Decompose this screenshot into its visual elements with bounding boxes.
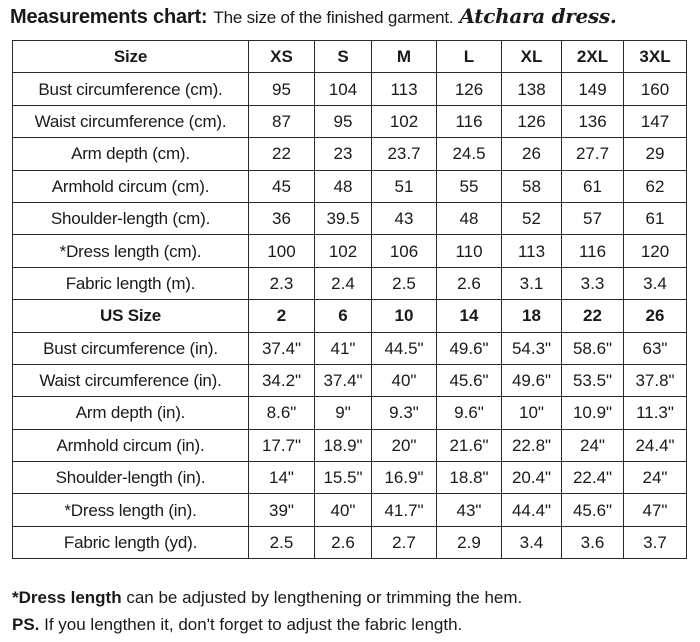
value-cell: 160 [624,73,687,105]
size-header-cell: 2 [249,300,315,332]
value-cell: 43" [437,494,502,526]
value-cell: 136 [562,105,624,137]
value-cell: 36 [249,202,315,234]
size-header-cell: 14 [437,300,502,332]
value-cell: 3.3 [562,267,624,299]
note-dress-length: *Dress length can be adjusted by lengthening or trimming the hem. [12,588,523,607]
value-cell: 39" [249,494,315,526]
size-header-cell: S [315,41,372,73]
value-cell: 48 [315,170,372,202]
value-cell: 61 [562,170,624,202]
row-label: *Dress length (cm). [13,235,249,267]
value-cell: 116 [562,235,624,267]
size-header-cell: L [437,41,502,73]
value-cell: 113 [502,235,562,267]
note-ps: PS. If you lengthen it, don't forget to adjust the fabric length. [12,615,463,634]
value-cell: 147 [624,105,687,137]
value-cell: 3.6 [562,526,624,558]
value-cell: 126 [437,73,502,105]
column-header-label: Size [13,41,249,73]
value-cell: 54.3" [502,332,562,364]
value-cell: 24" [624,462,687,494]
value-cell: 44.5" [372,332,437,364]
value-cell: 40" [372,364,437,396]
value-cell: 22 [249,138,315,170]
value-cell: 37.8" [624,364,687,396]
measurements-table [12,40,687,559]
value-cell: 14" [249,462,315,494]
size-header-cell: 10 [372,300,437,332]
table-row [13,397,687,429]
value-cell: 37.4" [249,332,315,364]
value-cell: 3.4 [624,267,687,299]
chart-title: Measurements chart: [10,6,208,28]
value-cell: 58 [502,170,562,202]
row-label: *Dress length (in). [13,494,249,526]
value-cell: 95 [249,73,315,105]
value-cell: 49.6" [502,364,562,396]
value-cell: 23 [315,138,372,170]
value-cell: 24" [562,429,624,461]
value-cell: 44.4" [502,494,562,526]
value-cell: 149 [562,73,624,105]
value-cell: 51 [372,170,437,202]
row-label: Waist circumference (in). [13,364,249,396]
value-cell: 62 [624,170,687,202]
value-cell: 18.9" [315,429,372,461]
row-label: Fabric length (m). [13,267,249,299]
value-cell: 48 [437,202,502,234]
table-row [13,429,687,461]
value-cell: 22.4" [562,462,624,494]
value-cell: 102 [372,105,437,137]
value-cell: 34.2" [249,364,315,396]
size-header-cell: XL [502,41,562,73]
brand-name: Atchara dress. [459,4,617,28]
value-cell: 24.4" [624,429,687,461]
value-cell: 104 [315,73,372,105]
value-cell: 53.5" [562,364,624,396]
value-cell: 43 [372,202,437,234]
size-header-cell: 6 [315,300,372,332]
value-cell: 45.6" [437,364,502,396]
size-header-cell: 3XL [624,41,687,73]
table-row [13,202,687,234]
value-cell: 2.5 [249,526,315,558]
value-cell: 3.7 [624,526,687,558]
value-cell: 87 [249,105,315,137]
value-cell: 41" [315,332,372,364]
column-header-label: US Size [13,300,249,332]
table-row [13,332,687,364]
value-cell: 9.6" [437,397,502,429]
value-cell: 24.5 [437,138,502,170]
row-label: Shoulder-length (in). [13,462,249,494]
value-cell: 95 [315,105,372,137]
value-cell: 10" [502,397,562,429]
value-cell: 49.6" [437,332,502,364]
value-cell: 52 [502,202,562,234]
size-header-cell: M [372,41,437,73]
value-cell: 22.8" [502,429,562,461]
table-header-row [13,300,687,332]
value-cell: 138 [502,73,562,105]
notes [12,584,522,638]
table-row [13,235,687,267]
value-cell: 9.3" [372,397,437,429]
row-label: Fabric length (yd). [13,526,249,558]
value-cell: 47" [624,494,687,526]
value-cell: 2.7 [372,526,437,558]
value-cell: 8.6" [249,397,315,429]
value-cell: 16.9" [372,462,437,494]
value-cell: 2.4 [315,267,372,299]
value-cell: 23.7 [372,138,437,170]
value-cell: 58.6" [562,332,624,364]
value-cell: 2.6 [315,526,372,558]
table-row [13,105,687,137]
chart-header [10,4,617,36]
value-cell: 120 [624,235,687,267]
value-cell: 63" [624,332,687,364]
size-header-cell: 26 [624,300,687,332]
value-cell: 126 [502,105,562,137]
size-header-cell: 18 [502,300,562,332]
value-cell: 106 [372,235,437,267]
row-label: Arm depth (cm). [13,138,249,170]
row-label: Waist circumference (cm). [13,105,249,137]
value-cell: 39.5 [315,202,372,234]
value-cell: 113 [372,73,437,105]
value-cell: 15.5" [315,462,372,494]
value-cell: 116 [437,105,502,137]
table-row [13,73,687,105]
value-cell: 20.4" [502,462,562,494]
value-cell: 9" [315,397,372,429]
value-cell: 61 [624,202,687,234]
size-header-cell: 2XL [562,41,624,73]
value-cell: 45.6" [562,494,624,526]
value-cell: 27.7 [562,138,624,170]
size-header-cell: XS [249,41,315,73]
value-cell: 37.4" [315,364,372,396]
table-row [13,462,687,494]
value-cell: 100 [249,235,315,267]
value-cell: 20" [372,429,437,461]
row-label: Shoulder-length (cm). [13,202,249,234]
row-label: Bust circumference (in). [13,332,249,364]
value-cell: 2.6 [437,267,502,299]
size-header-cell: 22 [562,300,624,332]
value-cell: 29 [624,138,687,170]
table-row [13,364,687,396]
value-cell: 110 [437,235,502,267]
value-cell: 18.8" [437,462,502,494]
value-cell: 17.7" [249,429,315,461]
value-cell: 55 [437,170,502,202]
value-cell: 102 [315,235,372,267]
table-row [13,494,687,526]
value-cell: 41.7" [372,494,437,526]
value-cell: 10.9" [562,397,624,429]
value-cell: 57 [562,202,624,234]
value-cell: 2.3 [249,267,315,299]
row-label: Armhold circum (in). [13,429,249,461]
value-cell: 3.4 [502,526,562,558]
value-cell: 45 [249,170,315,202]
value-cell: 3.1 [502,267,562,299]
row-label: Armhold circum (cm). [13,170,249,202]
value-cell: 11.3" [624,397,687,429]
value-cell: 26 [502,138,562,170]
table-row [13,170,687,202]
table-row [13,267,687,299]
row-label: Bust circumference (cm). [13,73,249,105]
table-header-row [13,41,687,73]
row-label: Arm depth (in). [13,397,249,429]
chart-subtitle: The size of the finished garment. [213,8,454,27]
table-row [13,526,687,558]
value-cell: 40" [315,494,372,526]
value-cell: 21.6" [437,429,502,461]
value-cell: 2.5 [372,267,437,299]
value-cell: 2.9 [437,526,502,558]
table-row [13,138,687,170]
